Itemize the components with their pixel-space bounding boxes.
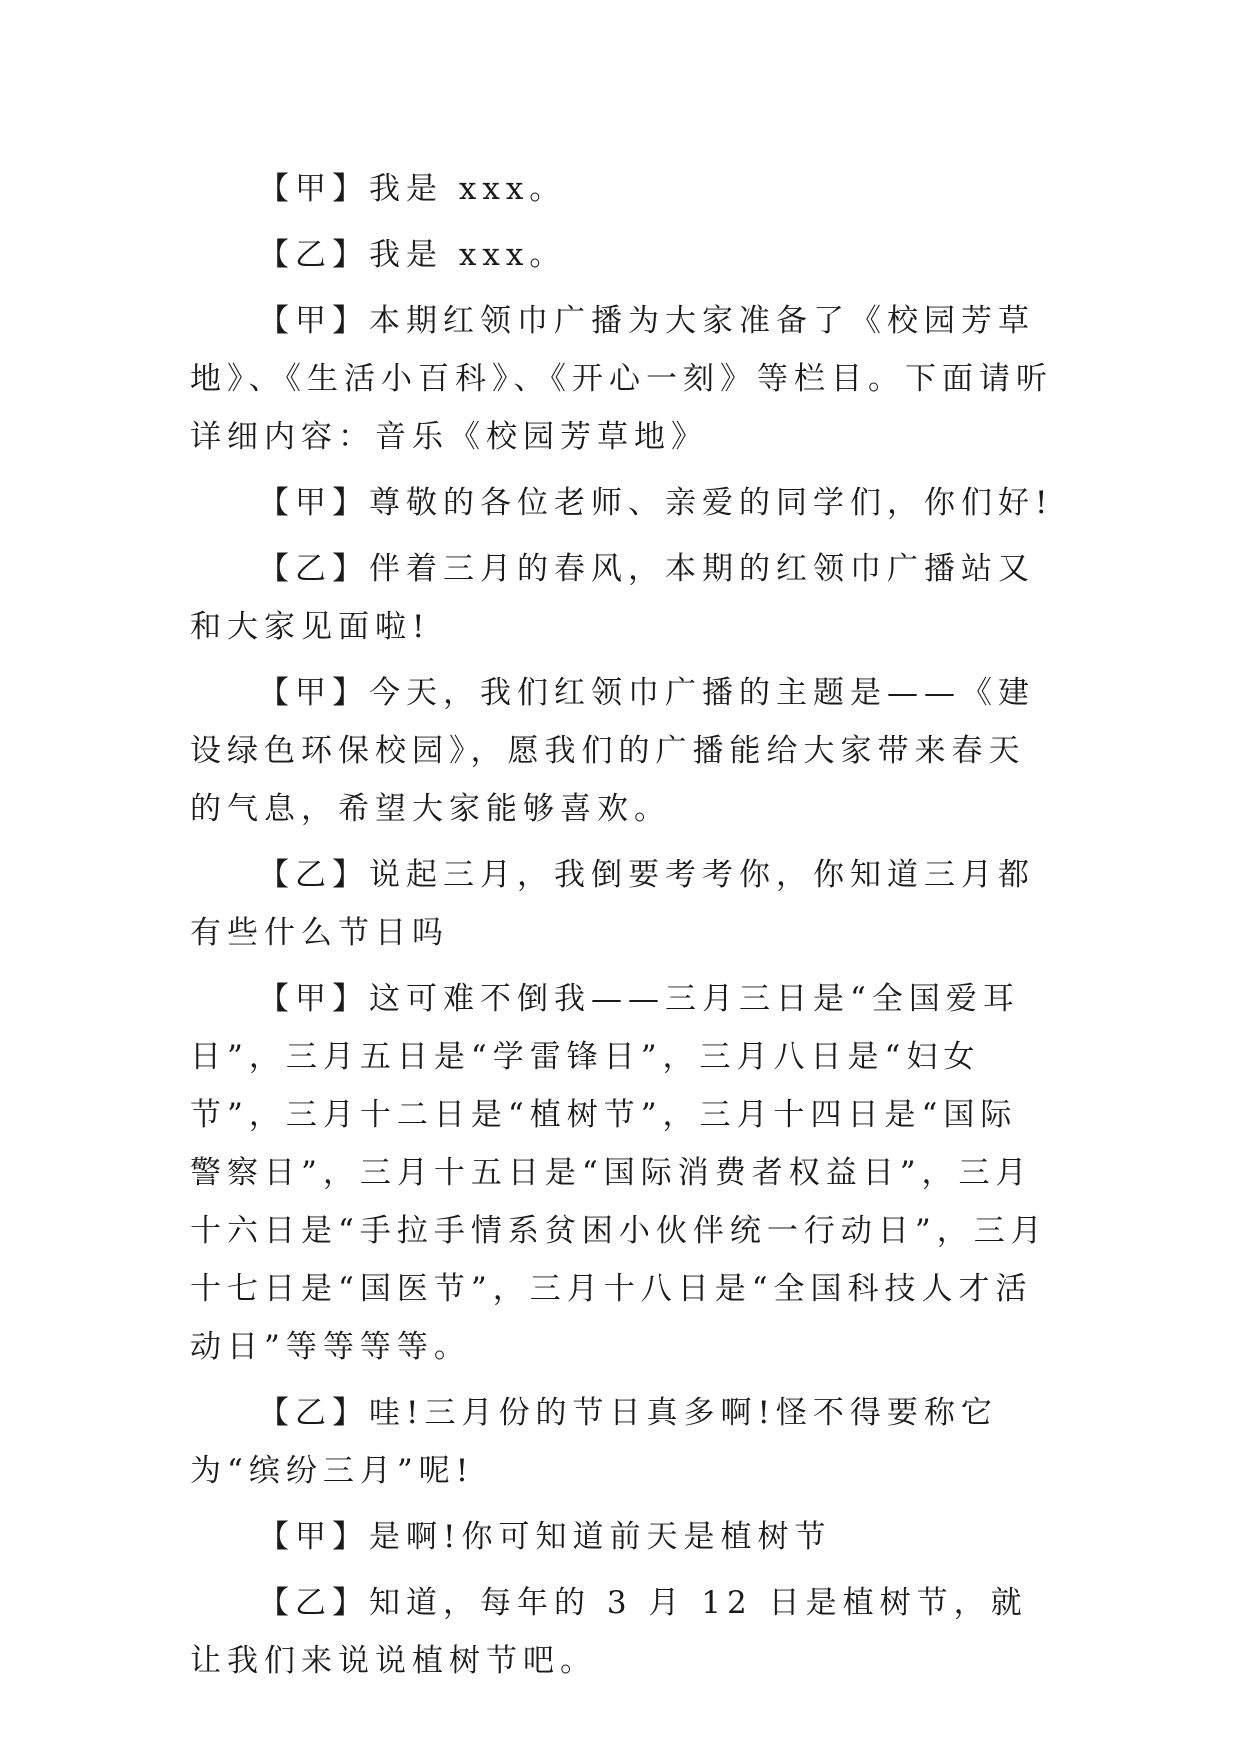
document-page <box>190 160 1054 1698</box>
paragraph-4: 【甲】尊敬的各位老师、亲爱的同学们，你们好! <box>258 485 1054 521</box>
paragraph-11: 【乙】知道，每年的 3 月 12 日是植树节，就让我们来说说植树节吧。 <box>190 1585 1028 1679</box>
paragraph-8: 【甲】这可难不倒我——三月三日是“全国爱耳日”，三月五日是“学雷锋日”，三月八日是“妇女节”，三月十二日是“植树节”，三月十四日是“国际警察日”，三月十五日是“国际消费者权益日”，三月十六日是“手拉手情系贫困小伙伴统一行动日”，三月十七日是“国医节”，三月十八日是“全国科技人才活动日”等等等等。 <box>190 981 1048 1365</box>
paragraph-1: 【甲】我是 xxx。 <box>258 171 567 207</box>
paragraph-6: 【甲】今天，我们红领巾广播的主题是——《建设绿色环保校园》，愿我们的广播能给大家带来春天的气息，希望大家能够喜欢。 <box>190 675 1035 827</box>
paragraph-10: 【甲】是啊!你可知道前天是植树节 <box>258 1519 832 1555</box>
paragraph-9: 【乙】哇!三月份的节日真多啊!怪不得要称它为“缤纷三月”呢! <box>190 1395 998 1489</box>
paragraph-5: 【乙】伴着三月的春风，本期的红领巾广播站又和大家见面啦! <box>190 551 1035 645</box>
paragraph-7: 【乙】说起三月，我倒要考考你，你知道三月都有些什么节日吗 <box>190 857 1035 951</box>
paragraph-2: 【乙】我是 xxx。 <box>258 237 567 273</box>
paragraph-3: 【甲】本期红领巾广播为大家准备了《校园芳草地》、《生活小百科》、《开心一刻》等栏目。下面请听详细内容：音乐《校园芳草地》 <box>190 303 1053 455</box>
